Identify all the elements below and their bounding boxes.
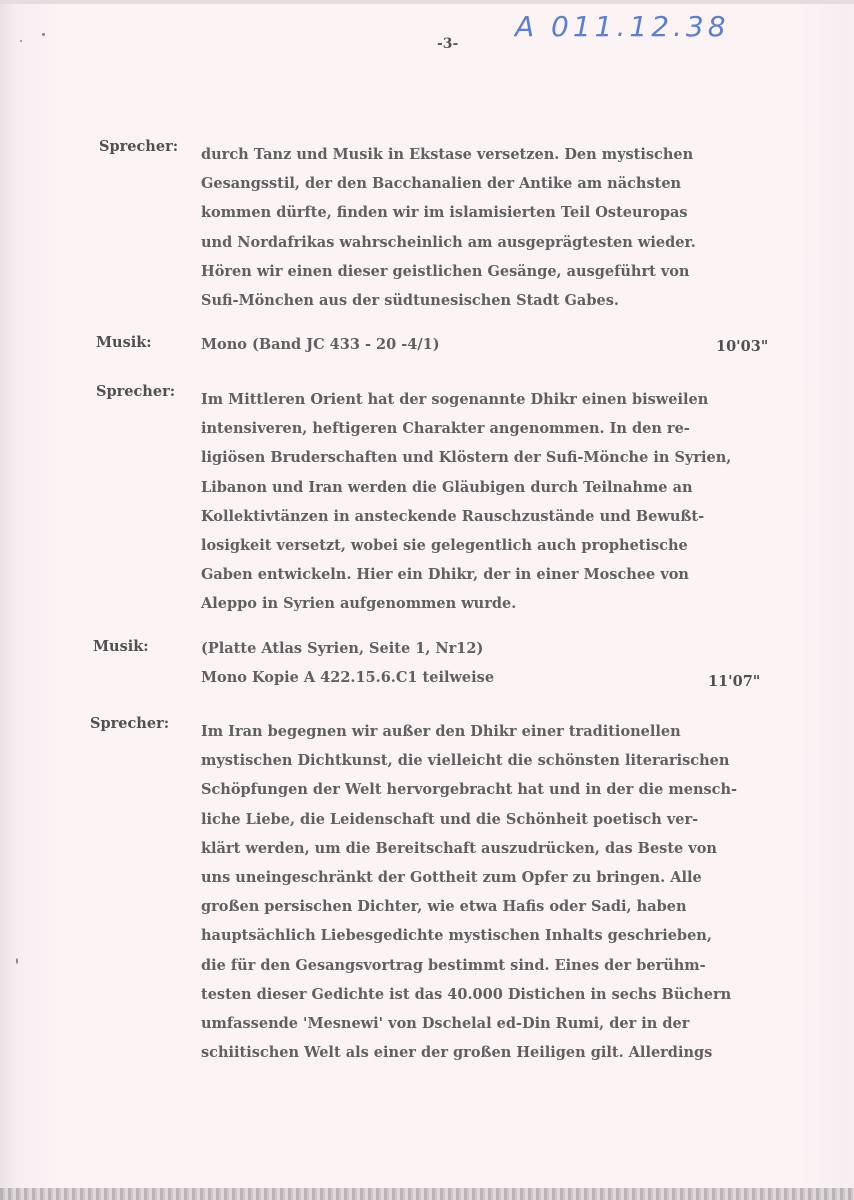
text-line: umfassende 'Mesnewi' von Dschelal ed-Din Rumi, der in der: [201, 1015, 690, 1033]
speaker-text: [201, 385, 776, 619]
text-line: die für den Gesangsvortrag bestimmt sind. Eines der berühm-: [201, 956, 706, 974]
text-line: Sufi-Mönchen aus der südtunesischen Stadt Gabes.: [201, 292, 619, 310]
text-line: intensiveren, heftigeren Charakter angenommen. In den re-: [201, 420, 690, 438]
music-reference: Mono (Band JC 433 - 20 -4/1): [201, 336, 440, 353]
archive-number-handwritten: A 011.12.38: [515, 10, 730, 43]
text-line: Libanon und Iran werden die Gläubigen durch Teilnahme an: [201, 478, 693, 496]
speaker-text: [201, 140, 776, 315]
text-line: schiitischen Welt als einer der großen Heiligen gilt. Allerdings: [201, 1044, 713, 1062]
speaker-text: [201, 717, 776, 1067]
page-top-edge: [0, 0, 854, 4]
text-line: liche Liebe, die Leidenschaft und die Schönheit poetisch ver-: [201, 810, 699, 828]
text-line: losigkeit versetzt, wobei sie gelegentlich auch prophetische: [201, 537, 688, 555]
dust-speck: [42, 33, 45, 36]
text-line: Schöpfungen der Welt hervorgebracht hat und in der die mensch-: [201, 781, 738, 799]
text-line: testen dieser Gedichte ist das 40.000 Distichen in sechs Büchern: [201, 985, 732, 1003]
text-line: Aleppo in Syrien aufgenommen wurde.: [201, 595, 517, 613]
text-line: Hören wir einen dieser geistlichen Gesänge, ausgeführt von: [201, 262, 690, 280]
text-line: und Nordafrikas wahrscheinlich am ausgeprägtesten wieder.: [201, 233, 696, 251]
page-bottom-edge: [0, 1188, 854, 1200]
music-reference: Mono Kopie A 422.15.6.C1 teilweise: [201, 669, 495, 686]
speaker-label: Sprecher:: [96, 383, 176, 400]
music-duration: 11'07": [708, 673, 761, 690]
dust-speck: [20, 40, 22, 42]
text-line: Im Mittleren Orient hat der sogenannte Dhikr einen bisweilen: [201, 391, 709, 408]
text-line: uns uneingeschränkt der Gottheit zum Opfer zu bringen. Alle: [201, 869, 702, 887]
text-line: klärt werden, um die Bereitschaft auszudrücken, das Beste von: [201, 839, 717, 857]
text-line: kommen dürfte, finden wir im islamisierten Teil Osteuropas: [201, 204, 688, 222]
page-number: -3-: [437, 36, 459, 52]
text-line: hauptsächlich Liebesgedichte mystischen Inhalts geschrieben,: [201, 927, 712, 945]
text-line: Im Iran begegnen wir außer den Dhikr einer traditionellen: [201, 723, 681, 740]
text-line: Gesangsstil, der den Bacchanalien der Antike am nächsten: [201, 175, 682, 193]
speaker-label: Sprecher:: [99, 138, 179, 155]
text-line: mystischen Dichtkunst, die vielleicht die schönsten literarischen: [201, 752, 730, 770]
text-line: großen persischen Dichter, wie etwa Hafis oder Sadi, haben: [201, 898, 687, 916]
dust-speck: [16, 958, 18, 964]
text-line: Gaben entwickeln. Hier ein Dhikr, der in einer Moschee von: [201, 566, 689, 584]
text-line: Kollektivtänzen in ansteckende Rauschzustände und Bewußt-: [201, 507, 705, 525]
text-line: durch Tanz und Musik in Ekstase versetzen. Den mystischen: [201, 146, 694, 163]
music-label: Musik:: [93, 638, 149, 655]
text-line: ligiösen Bruderschaften und Klöstern der Sufi-Mönche in Syrien,: [201, 449, 732, 467]
music-label: Musik:: [96, 334, 152, 351]
speaker-label: Sprecher:: [90, 715, 170, 732]
music-duration: 10'03": [716, 338, 769, 355]
music-reference: (Platte Atlas Syrien, Seite 1, Nr12): [201, 640, 484, 657]
